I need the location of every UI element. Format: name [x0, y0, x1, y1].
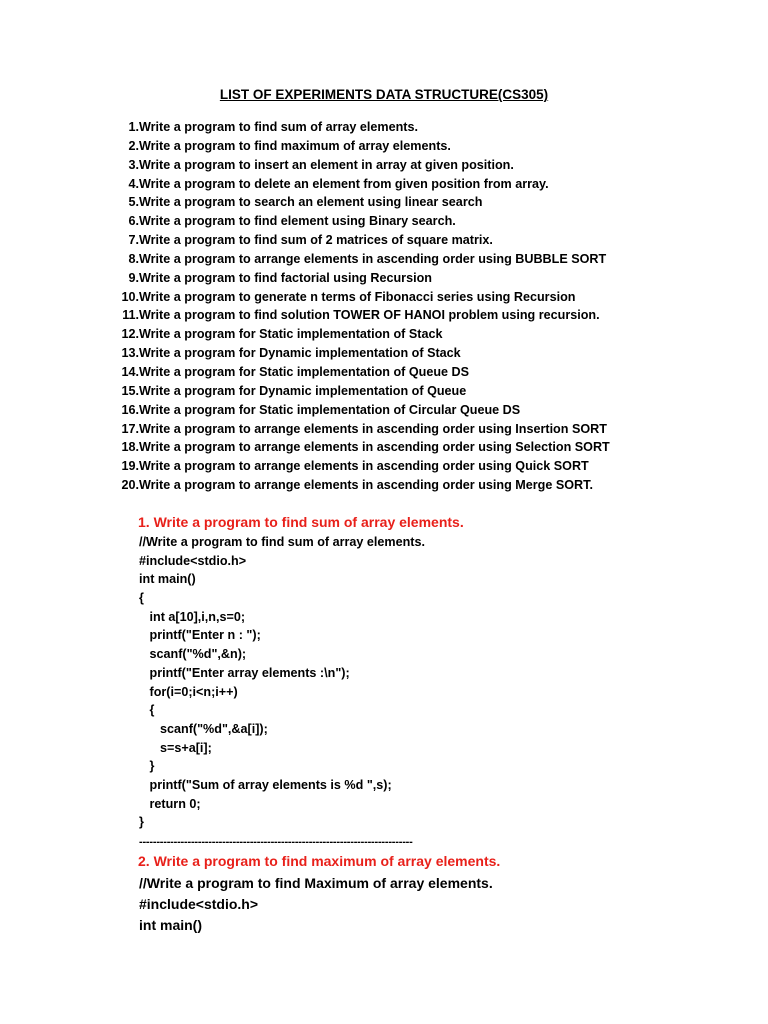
experiment-number: 16.: [121, 402, 139, 417]
code-line: }: [139, 815, 144, 830]
code-line: //Write a program to find Maximum of array elements.: [139, 875, 493, 891]
code-line: printf("Enter n : ");: [139, 628, 261, 643]
code-line: return 0;: [139, 796, 201, 811]
experiment-text: Write a program to arrange elements in ascending order using Merge SORT.: [139, 478, 593, 493]
section-separator: -------------------------------------------------------------------------------: [139, 836, 413, 848]
experiment-item: [113, 156, 514, 175]
experiment-item: [113, 476, 593, 495]
experiment-number: 11.: [122, 308, 139, 323]
experiment-text: Write a program for Dynamic implementation of Queue: [139, 383, 467, 398]
experiment-number: 13.: [121, 346, 139, 361]
experiment-text: Write a program for Static implementation of Queue DS: [139, 364, 470, 379]
experiment-item: [113, 175, 549, 194]
section-2-code: [139, 873, 493, 936]
experiment-item: [113, 457, 589, 476]
experiment-number: 5.: [128, 195, 139, 210]
experiment-number: 17.: [121, 421, 139, 436]
experiment-number: 2.: [128, 138, 139, 153]
code-line: }: [139, 759, 155, 774]
experiment-text: Write a program to delete an element from given position from array.: [139, 176, 549, 191]
experiment-number: 19.: [121, 459, 139, 474]
code-line: printf("Enter array elements :\n");: [139, 665, 350, 680]
experiment-number: 14.: [121, 364, 139, 379]
experiment-item: [113, 137, 451, 156]
section-1-heading: 1. Write a program to find sum of array elements.: [138, 514, 464, 530]
experiment-number: 18.: [121, 440, 139, 455]
experiment-text: Write a program to find factorial using Recursion: [139, 270, 432, 285]
code-line: printf("Sum of array elements is %d ",s);: [139, 777, 392, 792]
experiment-item: [113, 193, 483, 212]
experiment-number: 15.: [121, 383, 139, 398]
experiment-text: Write a program for Static implementation of Stack: [139, 327, 443, 342]
experiment-text: Write a program to search an element using linear search: [139, 195, 483, 210]
experiment-text: Write a program to arrange elements in ascending order using Selection SORT: [139, 440, 610, 455]
experiment-item: [113, 212, 456, 231]
experiment-text: Write a program to arrange elements in ascending order using Insertion SORT: [139, 421, 607, 436]
experiment-number: 3.: [128, 157, 139, 172]
code-line: #include<stdio.h>: [139, 896, 259, 912]
experiment-text: Write a program for Dynamic implementation of Stack: [139, 346, 461, 361]
experiment-item: [113, 363, 470, 382]
experiment-text: Write a program to insert an element in array at given position.: [139, 157, 514, 172]
experiment-text: Write a program to arrange elements in ascending order using BUBBLE SORT: [139, 251, 607, 266]
code-line: int main(): [139, 572, 196, 587]
experiment-text: Write a program to generate n terms of Fibonacci series using Recursion: [139, 289, 576, 304]
section-1-code: [139, 533, 425, 832]
experiment-item: [113, 231, 493, 250]
experiment-item: [113, 344, 461, 363]
experiment-list: [113, 118, 610, 495]
code-line: scanf("%d",&a[i]);: [139, 721, 268, 736]
experiment-number: 8.: [128, 251, 139, 266]
code-line: int a[10],i,n,s=0;: [139, 609, 246, 624]
experiment-item: [113, 118, 418, 137]
experiment-number: 9.: [128, 270, 139, 285]
experiment-text: Write a program for Static implementation of Circular Queue DS: [139, 402, 521, 417]
experiment-number: 10.: [121, 289, 139, 304]
experiment-item: [113, 438, 610, 457]
experiment-item: [113, 420, 607, 439]
experiment-text: Write a program to arrange elements in ascending order using Quick SORT: [139, 459, 589, 474]
experiment-number: 20.: [121, 478, 139, 493]
experiment-item: [113, 306, 600, 325]
code-line: for(i=0;i<n;i++): [139, 684, 238, 699]
code-line: #include<stdio.h>: [139, 553, 247, 568]
experiment-number: 6.: [128, 214, 139, 229]
document-title: LIST OF EXPERIMENTS DATA STRUCTURE(CS305): [219, 87, 549, 102]
experiment-item: [113, 288, 576, 307]
experiment-number: 4.: [128, 176, 139, 191]
code-line: {: [139, 591, 144, 606]
code-line: //Write a program to find sum of array elements.: [139, 535, 425, 549]
experiment-item: [113, 250, 607, 269]
experiment-text: Write a program to find sum of 2 matrices of square matrix.: [139, 233, 493, 248]
experiment-item: [113, 401, 521, 420]
experiment-number: 7.: [128, 233, 139, 248]
code-line: scanf("%d",&n);: [139, 647, 247, 662]
experiment-text: Write a program to find element using Binary search.: [139, 214, 456, 229]
code-line: {: [139, 703, 155, 718]
experiment-text: Write a program to find solution TOWER OF HANOI problem using recursion.: [139, 308, 600, 323]
experiment-item: [113, 269, 432, 288]
experiment-text: Write a program to find sum of array elements.: [139, 120, 418, 134]
code-line: int main(): [139, 917, 202, 933]
experiment-text: Write a program to find maximum of array elements.: [139, 138, 451, 153]
experiment-item: [113, 382, 467, 401]
experiment-number: 12.: [121, 327, 139, 342]
experiment-number: 1.: [128, 120, 139, 134]
section-2-heading: 2. Write a program to find maximum of array elements.: [138, 853, 501, 869]
code-line: s=s+a[i];: [139, 740, 212, 755]
experiment-item: [113, 325, 443, 344]
